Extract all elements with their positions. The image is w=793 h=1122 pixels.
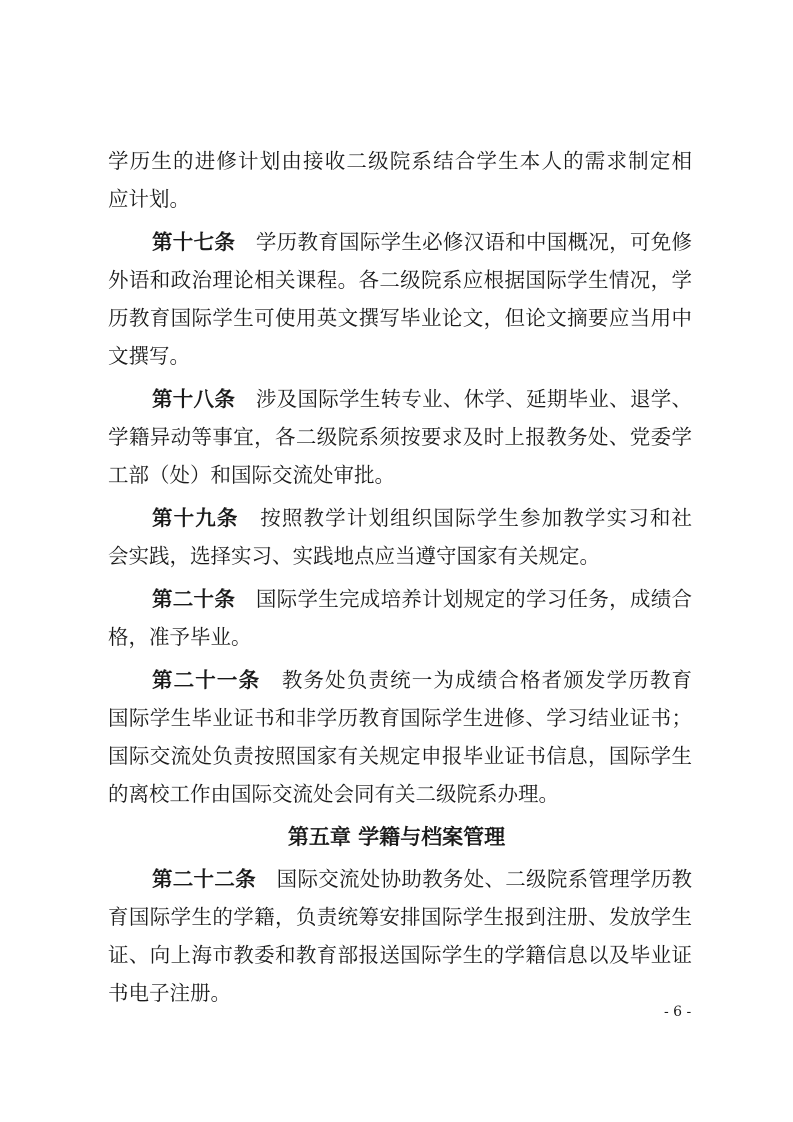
article-20-heading: 第二十条: [152, 587, 236, 611]
page-number: - 6 -: [664, 1004, 692, 1020]
article-17-heading: 第十七条: [152, 230, 236, 254]
paragraph-line: 学历生的进修计划由接收二级院系结合学生本人的需求制定相: [108, 149, 692, 173]
paragraph-line: 书电子注册。: [108, 981, 231, 1005]
paragraph-line: 文撰写。: [108, 344, 190, 368]
article-21-text: 教务处负责统一为成绩合格者颁发学历教育: [260, 668, 692, 692]
paragraph-line: 国际交流处负责按照国家有关规定申报毕业证书信息，国际学生: [108, 744, 692, 768]
article-17-first-line: [152, 227, 692, 257]
article-21-heading: 第二十一条: [152, 668, 261, 692]
article-22-text: 国际交流处协助教务处、二级院系管理学历教: [255, 867, 692, 891]
paragraph-line: 应计划。: [108, 187, 190, 211]
article-21-first-line: [152, 665, 692, 695]
article-19-text: 按照教学计划组织国际学生参加教学实习和社: [238, 506, 692, 530]
paragraph-line: 外语和政治理论相关课程。各二级院系应根据国际学生情况，学: [108, 268, 692, 292]
paragraph-line: 工部（处）和国际交流处审批。: [108, 463, 395, 487]
paragraph-line: 会实践，选择实习、实践地点应当遵守国家有关规定。: [108, 544, 600, 568]
paragraph-line: 国际学生毕业证书和非学历教育国际学生进修、学习结业证书；: [108, 706, 692, 730]
paragraph-line: 格，准予毕业。: [108, 625, 252, 649]
article-20-text: 国际学生完成培养计划规定的学习任务，成绩合: [235, 587, 692, 611]
paragraph-line: 育国际学生的学籍，负责统筹安排国际学生报到注册、发放学生: [108, 905, 692, 929]
article-19-first-line: [152, 503, 692, 533]
chapter-title: 第五章 学籍与档案管理: [287, 824, 506, 849]
article-22-first-line: [152, 864, 692, 894]
paragraph-line: 历教育国际学生可使用英文撰写毕业论文，但论文摘要应当用中: [108, 306, 692, 330]
article-18-heading: 第十八条: [152, 387, 236, 411]
article-20-first-line: [152, 584, 692, 614]
article-17-text: 学历教育国际学生必修汉语和中国概况，可免修: [235, 230, 692, 254]
article-19-heading: 第十九条: [152, 506, 239, 530]
paragraph-line: 的离校工作由国际交流处会同有关二级院系办理。: [108, 782, 559, 806]
article-22-heading: 第二十二条: [152, 867, 256, 891]
paragraph-line: 证、向上海市教委和教育部报送国际学生的学籍信息以及毕业证: [108, 943, 692, 967]
article-18-first-line: [152, 384, 692, 414]
article-18-text: 涉及国际学生转专业、休学、延期毕业、退学、: [235, 387, 692, 411]
paragraph-line: 学籍异动等事宜，各二级院系须按要求及时上报教务处、党委学: [108, 425, 692, 449]
